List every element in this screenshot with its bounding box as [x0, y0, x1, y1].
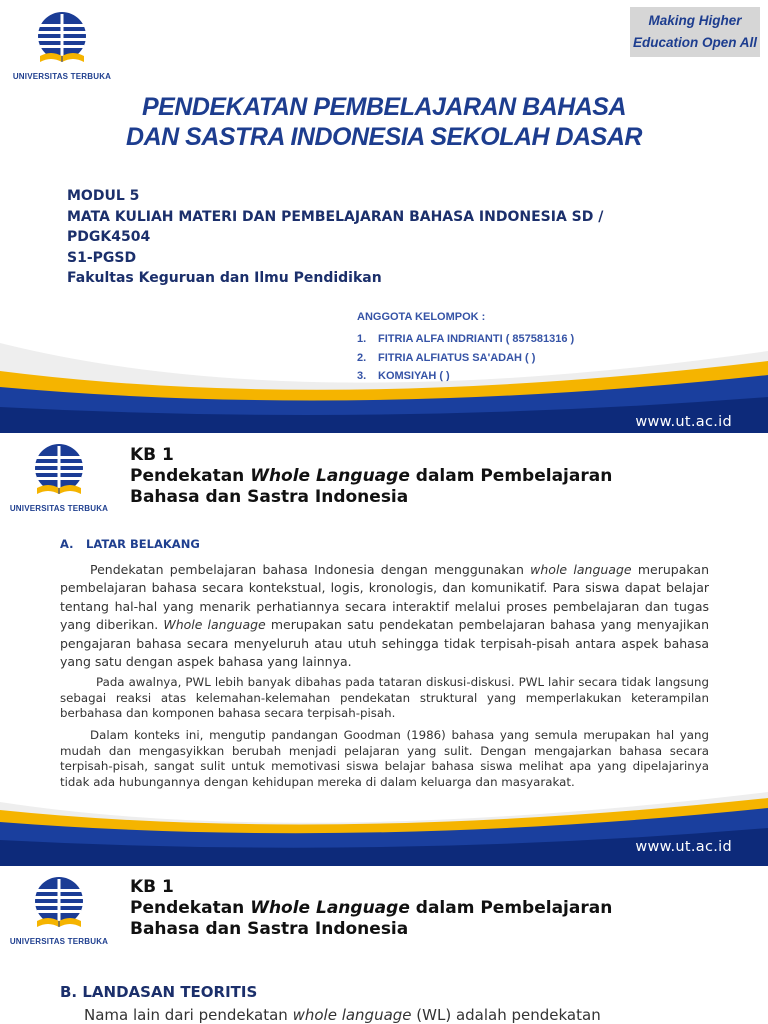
footer-url: www.ut.ac.id: [635, 839, 732, 855]
text-run: merupakan pembelajaran bahasa secara kontekstual, logis, kronologis, dan komunikatif. Para siswa dapat belajar tentang hal-hal yang menarik perhatiannya secara interaktif melalui proses pembelajaran dan tugas yang diberikan.: [60, 562, 709, 633]
tagline-box: [630, 7, 760, 57]
text-run: Pada awalnya, PWL lebih banyak dibahas pada tataran diskusi-diskusi. PWL lahir secara tidak langsung sebagai reaksi atas kelemahan-kelemahan pendekatan struktural yang memperlakukan keterampilan berbahasa dan komponen bahasa secara terpisah-pisah.: [60, 675, 709, 721]
module-line: S1-PGSD: [67, 249, 137, 266]
module-line: Fakultas Keguruan dan Ilmu Pendidikan: [67, 270, 382, 286]
module-line: PDGK4504: [67, 229, 151, 245]
text-run: merupakan satu pendekatan pembelajaran bahasa yang menyajikan pengajaran bahasa secara menyeluruh atau utuh sehingga tidak terpisah-pisah antara aspek bahasa yang satu dengan aspek bahasa yang lainnya.: [60, 617, 709, 670]
ut-logo: [4, 442, 114, 513]
paragraph: [60, 728, 709, 791]
member-name: KOMSIYAH ( ): [378, 370, 450, 382]
kb-heading: [130, 445, 612, 508]
text-run: Nama lain dari pendekatan: [84, 1006, 293, 1024]
kb-title-line: Bahasa dan Sastra Indonesia: [130, 919, 409, 939]
kb-title-pre: Pendekatan: [130, 898, 251, 918]
ut-logo: [4, 875, 114, 946]
kb-title-post: dalam Pembelajaran: [409, 898, 613, 918]
footer-url: www.ut.ac.id: [635, 414, 732, 430]
kb-title-line: [130, 898, 612, 919]
text-run: Pendekatan pembelajaran bahasa Indonesia dengan menggunakan: [90, 562, 531, 577]
text-run: (WL) adalah pendekatan: [411, 1006, 601, 1024]
paragraph: [60, 675, 709, 722]
tagline-line: Making Higher: [648, 13, 742, 28]
member-number: 3.: [357, 370, 367, 382]
main-title-line: DAN SASTRA INDONESIA SEKOLAH DASAR: [126, 123, 642, 151]
kb-title-line: [130, 466, 612, 487]
section-heading: B. LANDASAN TEORITIS: [60, 983, 258, 1001]
kb-title-post: dalam Pembelajaran: [409, 466, 613, 486]
logo-text: UNIVERSITAS TERBUKA: [12, 72, 112, 81]
ut-logo: [7, 10, 117, 81]
slide-landasan-teoritis: [0, 867, 768, 1024]
main-title: [0, 92, 768, 152]
logo-text: UNIVERSITAS TERBUKA: [9, 937, 109, 946]
member-number: 1.: [357, 333, 367, 345]
kb-title-line: Bahasa dan Sastra Indonesia: [130, 487, 409, 507]
ut-logo-icon: [31, 442, 87, 502]
text-run: Dalam konteks ini, mengutip pandangan Goodman (1986) bahasa yang semula merupakan hal yang mudah dan mengasyikkan berubah menjadi pelajaran yang sulit. Dengan mengajarkan bahasa secara terpisah-pisah, sangat sulit untuk memotivasi siswa belajar bahasa siswa melihat apa yang dipelajarinya tidak ada hubungannya dengan kehidupan mereka di dalam keluarga dan masyarakat.: [60, 728, 709, 790]
member-number: 2.: [357, 351, 367, 364]
kb-title-em: Whole Language: [250, 898, 410, 918]
kb-label: KB 1: [130, 877, 174, 897]
kb-title-em: Whole Language: [250, 466, 410, 486]
section-number: A.: [60, 537, 74, 551]
section-heading: [60, 537, 200, 551]
tagline-line: Education Open All: [632, 35, 757, 50]
paragraph: [60, 561, 709, 671]
module-line: MODUL 5: [67, 188, 140, 204]
slide-title: [0, 0, 768, 433]
logo-text: UNIVERSITAS TERBUKA: [9, 504, 109, 513]
kb-label: KB 1: [130, 445, 174, 465]
member-name: FITRIA ALFIATUS SA'ADAH ( ): [378, 351, 536, 364]
slide-latar-belakang: [0, 434, 768, 866]
ut-logo-icon: [31, 875, 87, 935]
text-emphasis: whole language: [292, 1006, 412, 1024]
paragraph: [84, 1006, 601, 1024]
module-info: [67, 186, 603, 289]
ut-logo-icon: [34, 10, 90, 70]
module-line: MATA KULIAH MATERI DAN PEMBELAJARAN BAHASA INDONESIA SD /: [67, 208, 604, 225]
text-emphasis: Whole language: [163, 617, 266, 633]
main-title-line: PENDEKATAN PEMBELAJARAN BAHASA: [141, 93, 627, 121]
members-header: ANGGOTA KELOMPOK :: [357, 311, 486, 323]
text-emphasis: whole language: [530, 562, 632, 577]
member-name: FITRIA ALFA INDRIANTI ( 857581316 ): [378, 333, 575, 345]
kb-heading: [130, 877, 612, 940]
section-title: LATAR BELAKANG: [86, 537, 200, 551]
kb-title-pre: Pendekatan: [130, 466, 251, 486]
